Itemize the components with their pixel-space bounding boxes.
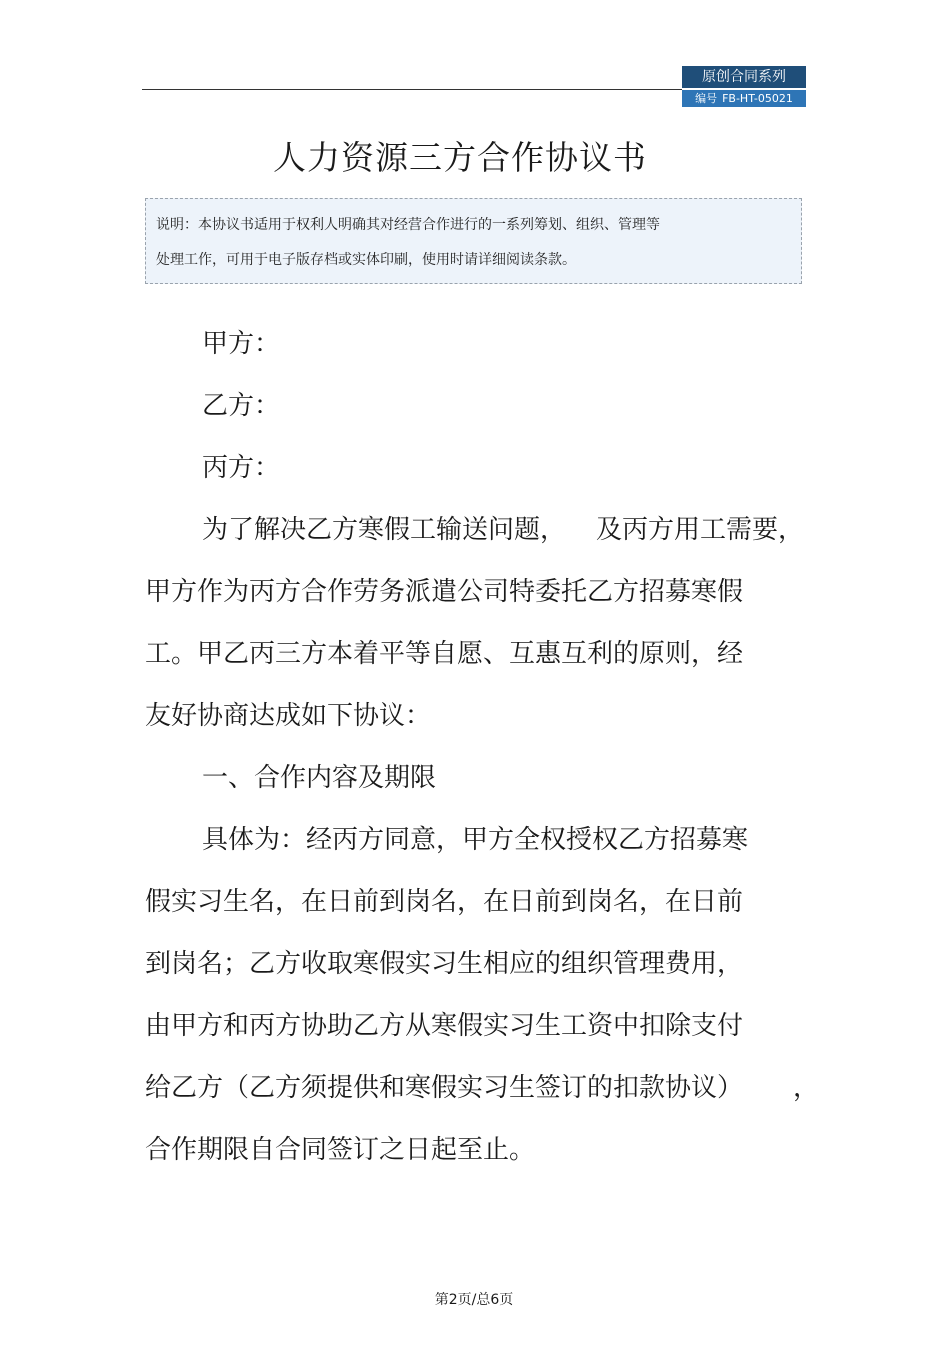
page-number: 第2页/总6页 xyxy=(434,1292,514,1308)
section-paragraph-line: 假实习生名，在日前到岗名，在日前到岗名，在日前 xyxy=(145,887,744,917)
party-b-label: 乙方： xyxy=(202,391,281,421)
party-a-label: 甲方： xyxy=(202,329,281,359)
section-paragraph-line: 合作期限自合同签订之日起至止。 xyxy=(145,1135,536,1165)
intro-paragraph-line: 甲方作为丙方合作劳务派遣公司特委托乙方招募寒假 xyxy=(145,577,744,607)
document-code-label: 编号 xyxy=(695,92,718,105)
section-paragraph-line xyxy=(145,1057,820,1119)
section-paragraph-line: 到岗名；乙方收取寒假实习生相应的组织管理费用， xyxy=(145,949,744,979)
notice-line: 说明：本协议书适用于权利人明确其对经营合作进行的一系列筹划、组织、管理等 xyxy=(156,217,660,233)
section-text: 给乙方（乙方须提供和寒假实习生签订的扣款协议） xyxy=(145,1073,744,1103)
section-heading: 一、合作内容及期限 xyxy=(202,763,437,793)
section-paragraph-line: 由甲方和丙方协助乙方从寒假实习生工资中扣除支付 xyxy=(145,1011,744,1041)
notice-box xyxy=(145,198,802,284)
notice-line: 处理工作，可用于电子版存档或实体印刷，使用时请详细阅读条款。 xyxy=(156,252,576,268)
document-code-value: FB-HT-05021 xyxy=(722,92,793,105)
intro-text: 及丙方用工需要， xyxy=(596,515,805,545)
contract-series-badge: 原创合同系列 xyxy=(682,66,806,88)
intro-text: 为了解决乙方寒假工输送问题， xyxy=(202,515,567,545)
intro-paragraph-line: 工。甲乙丙三方本着平等自愿、互惠互利的原则，经 xyxy=(145,639,744,669)
header-divider xyxy=(142,89,682,90)
document-title: 人力资源三方合作协议书 xyxy=(273,138,647,177)
section-paragraph-line: 具体为：经丙方同意，甲方全权授权乙方招募寒 xyxy=(202,825,749,855)
party-c-label: 丙方： xyxy=(202,453,281,483)
intro-paragraph-line: 友好协商达成如下协议： xyxy=(145,701,432,731)
intro-paragraph-line xyxy=(145,499,810,561)
document-code-badge xyxy=(682,90,806,107)
contract-body xyxy=(145,313,820,1181)
trailing-comma: ， xyxy=(793,1073,820,1103)
